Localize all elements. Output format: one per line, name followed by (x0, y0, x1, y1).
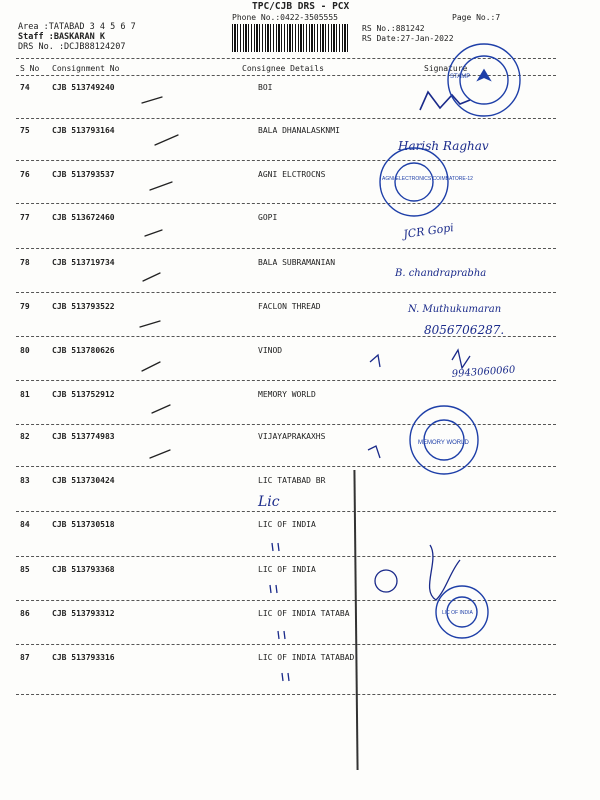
row-divider (16, 118, 556, 119)
row-divider (16, 556, 556, 557)
row-sno: 86 (20, 609, 30, 618)
row-sno: 85 (20, 565, 30, 574)
row-sno: 87 (20, 653, 30, 662)
row-sno: 81 (20, 390, 30, 399)
row-consignee: VIJAYAPRAKAXHS (258, 432, 326, 441)
staff-field: Staff :BASKARAN K (18, 32, 105, 42)
col-signature: Signature (424, 64, 468, 73)
mark-82 (368, 446, 380, 458)
row-consignment: CJB 513672460 (52, 213, 115, 222)
ditto-84 (272, 543, 279, 551)
row-sno: 77 (20, 213, 30, 222)
lic-mark: Lic (258, 494, 280, 510)
svg-text:STAMP: STAMP (450, 74, 471, 80)
signature-74 (420, 92, 470, 110)
row-consignment: CJB 513793368 (52, 565, 115, 574)
row-consignee: GOPI (258, 213, 278, 222)
stamp-1 (448, 44, 520, 116)
row-divider (16, 160, 556, 161)
row-divider (16, 424, 556, 425)
row-consignee: BALA SUBRAMANIAN (258, 258, 336, 267)
row-divider (16, 511, 556, 512)
rs-number: RS No.:881242 (362, 24, 425, 33)
stamp-agni-electronics (380, 148, 473, 216)
mark-80-b (452, 350, 470, 368)
row-consignee: LIC OF INDIA TATABA (258, 609, 350, 618)
row-consignee: MEMORY WORLD (258, 390, 316, 399)
row-consignee: LIC OF INDIA (258, 520, 316, 529)
svg-text:LIC OF INDIA: LIC OF INDIA (442, 610, 473, 616)
svg-text:MEMORY WORLD: MEMORY WORLD (418, 440, 469, 446)
svg-text:AGNI ELECTRONICS COIMBATORE-12: AGNI ELECTRONICS COIMBATORE-12 (382, 176, 473, 182)
row-consignment: CJB 513793312 (52, 609, 115, 618)
row-consignee: BOI (258, 83, 273, 92)
tick-mark (142, 97, 162, 103)
tick-mark (142, 362, 160, 371)
col-sno: S No (20, 64, 40, 73)
rs-date: RS Date:27-Jan-2022 (362, 34, 454, 43)
row-sno: 74 (20, 83, 30, 92)
signature-80-phone: 9943060060 (451, 364, 516, 380)
row-consignee: FACLON THREAD (258, 302, 321, 311)
row-sno: 76 (20, 170, 30, 179)
area-field: Area :TATABAD 3 4 5 6 7 (18, 22, 136, 32)
tick-mark (143, 273, 160, 281)
row-divider (16, 644, 556, 645)
row-sno: 82 (20, 432, 30, 441)
row-consignment: CJB 513793537 (52, 170, 115, 179)
tick-mark (155, 135, 178, 145)
ditto-85 (270, 585, 277, 593)
row-consignment: CJB 513793522 (52, 302, 115, 311)
tick-mark (150, 182, 172, 190)
row-sno: 80 (20, 346, 30, 355)
row-divider (16, 248, 556, 249)
ditto-87 (282, 673, 289, 681)
row-consignment: CJB 513730518 (52, 520, 115, 529)
row-sno: 83 (20, 476, 30, 485)
row-divider (16, 336, 556, 337)
row-consignment: CJB 513749240 (52, 83, 115, 92)
signature-75: Harish Raghav (398, 139, 489, 153)
row-consignment: CJB 513780626 (52, 346, 115, 355)
row-consignee: VINOD (258, 346, 283, 355)
tick-mark (150, 450, 170, 458)
row-consignee: LIC OF INDIA TATABAD (258, 653, 355, 662)
row-consignment: CJB 513752912 (52, 390, 115, 399)
signature-77: JCR Gopi (402, 221, 455, 241)
row-consignee: LIC TATABAD BR (258, 476, 326, 485)
col-consignment: Consignment No (52, 64, 120, 73)
drs-number: DRS No. :DCJB88124207 (18, 42, 126, 52)
stamp-lic (436, 586, 488, 638)
signature-79-name: N. Muthukumaran (408, 304, 502, 315)
row-consignee: BALA DHANALASKNMI (258, 126, 340, 135)
ditto-86 (278, 631, 285, 639)
tick-mark (140, 321, 160, 327)
tick-mark (152, 405, 170, 413)
initials-circle-85 (375, 570, 397, 592)
stamp-memory-world (410, 406, 478, 474)
row-consignment: CJB 513730424 (52, 476, 115, 485)
row-sno: 75 (20, 126, 30, 135)
row-divider (16, 292, 556, 293)
row-divider (16, 203, 556, 204)
row-consignment: CJB 513774983 (52, 432, 115, 441)
row-consignee: AGNI ELCTROCNS (258, 170, 326, 179)
signature-78: B. chandraprabha (395, 268, 487, 279)
signature-79-phone: 8056706287. (424, 323, 505, 337)
signature-85 (430, 545, 460, 600)
barcode-image (232, 24, 350, 52)
row-sno: 84 (20, 520, 30, 529)
divider (16, 58, 556, 59)
mark-80 (370, 355, 380, 367)
row-consignment: CJB 513793316 (52, 653, 115, 662)
row-consignee: LIC OF INDIA (258, 565, 316, 574)
row-consignment: CJB 513793164 (52, 126, 115, 135)
sheet-title: TPC/CJB DRS - PCX (252, 1, 350, 12)
phone-number: Phone No.:0422-3505555 (232, 13, 338, 22)
col-consignee: Consignee Details (242, 64, 324, 73)
row-divider (16, 466, 556, 467)
row-divider (16, 380, 556, 381)
row-consignment: CJB 513719734 (52, 258, 115, 267)
row-sno: 79 (20, 302, 30, 311)
row-divider (16, 600, 556, 601)
page-number: Page No.:7 (452, 13, 501, 22)
row-divider (16, 694, 556, 695)
row-sno: 78 (20, 258, 30, 267)
divider (16, 75, 556, 76)
hand-drawn-line (353, 470, 358, 770)
tick-mark (145, 230, 162, 236)
